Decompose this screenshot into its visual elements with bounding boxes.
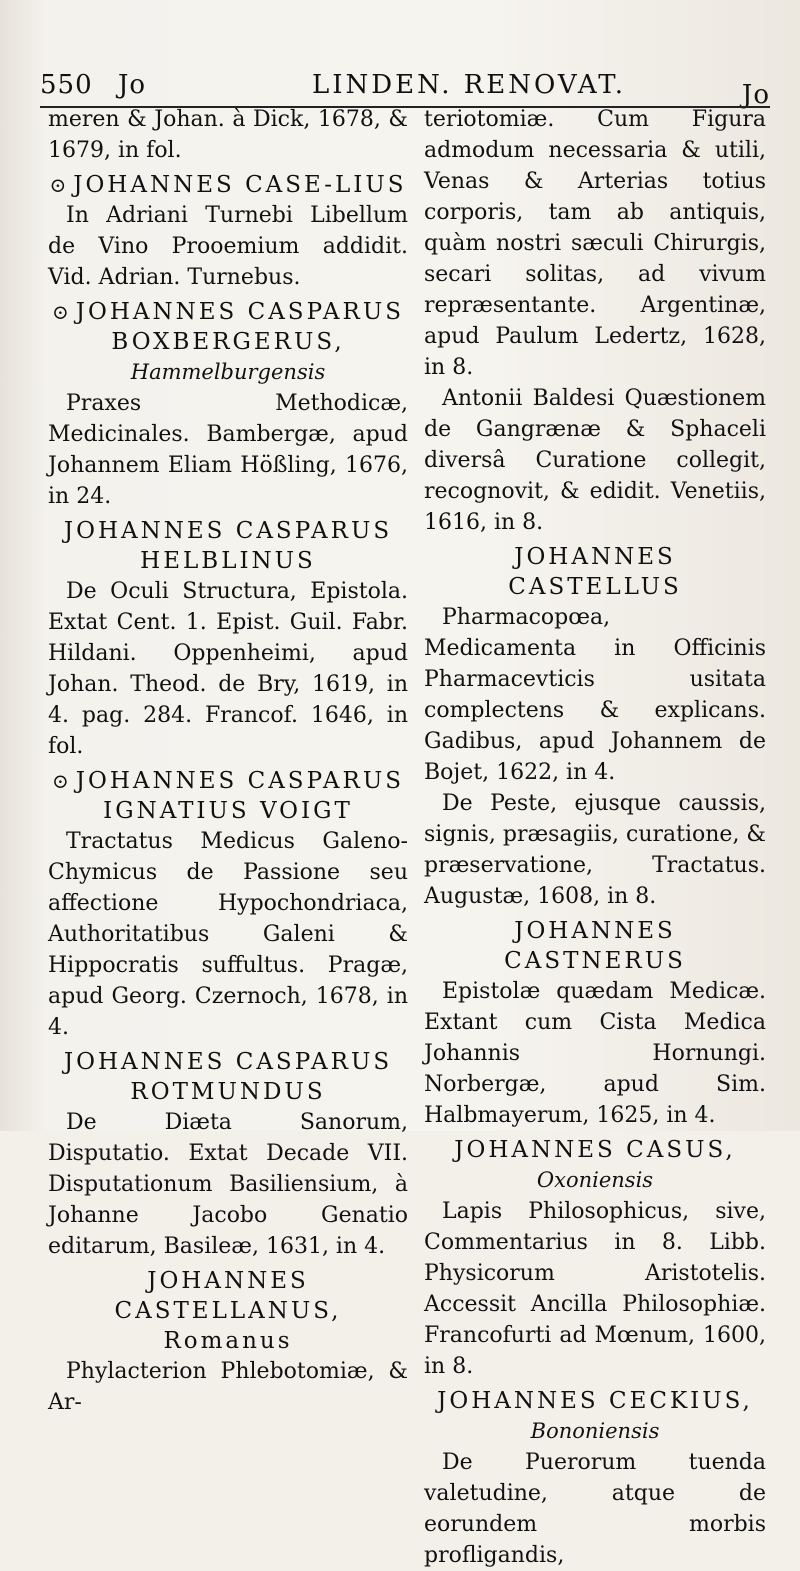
circle-dot-marker-icon: ⊙	[51, 769, 72, 793]
bibliographic-entry: Tractatus Medicus Galeno-Chymicus de Passione seu affectione Hypochondriaca, Authoritatibus Galeni & Hippocratis suffultus. Pragæ, apud Georg. Czernoch, 1678, in 4.	[48, 829, 408, 1040]
bibliographic-entry: Lapis Philosophicus, sive, Commentarius in 8. Libb. Physicorum Aristotelis. Accessit Ancilla Philosophiæ. Francofurti ad Mœnum, 1600, in 8.	[424, 1199, 766, 1379]
circle-dot-marker-icon: ⊙	[49, 173, 70, 197]
bibliographic-entry: teriotomiæ. Cum Figura admodum necessaria & utili, Venas & Arterias totius corporis, tam ab antiquis, quàm nostri sæculi Chirurgis, secari solitas, ad vivum repræsentante. Argentinæ, apud Paulum Ledertz, 1628, in 8.	[424, 107, 766, 380]
author-origin: Hammelburgensis	[130, 360, 326, 384]
bibliographic-entry: De Oculi Structura, Epistola. Extat Cent. 1. Epist. Guil. Fabr. Hildani. Oppenheimi, apud Johan. Theod. de Bry, 1619, in 4. pag. 284. Francof. 1646, in fol.	[48, 579, 408, 759]
bibliographic-entry: De Diæta Sanorum, Disputatio. Extat Decade VII. Disputationum Basiliensium, à Johanne Jacobo Genatio editarum, Basileæ, 1631, in 4.	[48, 1110, 408, 1259]
author-heading	[424, 542, 766, 602]
author-origin: Oxoniensis	[536, 1168, 654, 1192]
author-heading	[48, 766, 408, 826]
author-heading	[424, 916, 766, 976]
circle-dot-marker-icon: ⊙	[51, 300, 72, 324]
author-name: JOHANNES CECKIUS,	[437, 1388, 753, 1414]
author-heading	[48, 1047, 408, 1107]
bibliographic-entry: Phylacterion Phlebotomiæ, & Ar-	[48, 1359, 408, 1415]
author-heading	[48, 516, 408, 576]
section-abbrev-right: Jo	[741, 80, 770, 110]
author-name: JOHANNES CASPARUS ROTMUNDUS	[63, 1049, 393, 1105]
author-heading	[48, 297, 408, 357]
bibliographic-entry: In Adriani Turnebi Libellum de Vino Prooemium addidit. Vid. Adrian. Turnebus.	[48, 203, 408, 290]
bibliographic-entry: Praxes Methodicæ, Medicinales. Bambergæ, apud Johannem Eliam Hößling, 1676, in 24.	[48, 391, 408, 509]
author-name: JOHANNES CASE-LIUS	[73, 172, 407, 198]
author-name: JOHANNES CASTELLANUS, Romanus	[114, 1268, 342, 1354]
right-column	[424, 104, 766, 1571]
author-name: JOHANNES CASTELLUS	[508, 544, 682, 600]
author-origin: Bononiensis	[530, 1419, 660, 1443]
author-heading	[424, 1386, 766, 1416]
bibliographic-entry: De Peste, ejusque caussis, signis, præsagiis, curatione, & præservatione, Tractatus. Augustæ, 1608, in 8.	[424, 791, 767, 909]
author-name: JOHANNES CASPARUS BOXBERGERUS,	[75, 299, 404, 355]
bibliographic-entry: Epistolæ quædam Medicæ. Extant cum Cista Medica Johannis Hornungi. Norbergæ, apud Sim. Halbmayerum, 1625, in 4.	[424, 979, 766, 1128]
bibliographic-entry: Antonii Baldesi Quæstionem de Gangrænæ & Sphaceli diversâ Curatione collegit, recognovit, & edidit. Venetiis, 1616, in 8.	[424, 386, 766, 535]
author-name: JOHANNES CASPARUS IGNATIUS VOIGT	[75, 768, 404, 824]
author-name: JOHANNES CASPARUS HELBLINUS	[63, 518, 393, 574]
running-header	[40, 62, 770, 110]
author-heading	[424, 1135, 766, 1165]
author-name: JOHANNES CASUS,	[454, 1137, 736, 1163]
page-number: 550	[40, 70, 93, 100]
running-title: LINDEN. RENOVAT.	[312, 70, 627, 100]
left-column	[48, 104, 408, 1418]
section-abbrev-left: Jo	[118, 70, 147, 100]
bibliographic-entry: meren & Johan. à Dick, 1678, & 1679, in fol.	[48, 107, 408, 163]
author-name: JOHANNES CASTNERUS	[504, 918, 686, 974]
bibliographic-entry: Pharmacopœa, Medicamenta in Officinis Pharmacevticis usitata complectens & explicans. Gadibus, apud Johannem de Bojet, 1622, in 4.	[424, 605, 766, 785]
bibliographic-entry: De Puerorum tuenda valetudine, atque de eorundem morbis profligandis,	[424, 1450, 766, 1568]
author-heading	[48, 1266, 408, 1356]
author-heading	[48, 170, 408, 200]
